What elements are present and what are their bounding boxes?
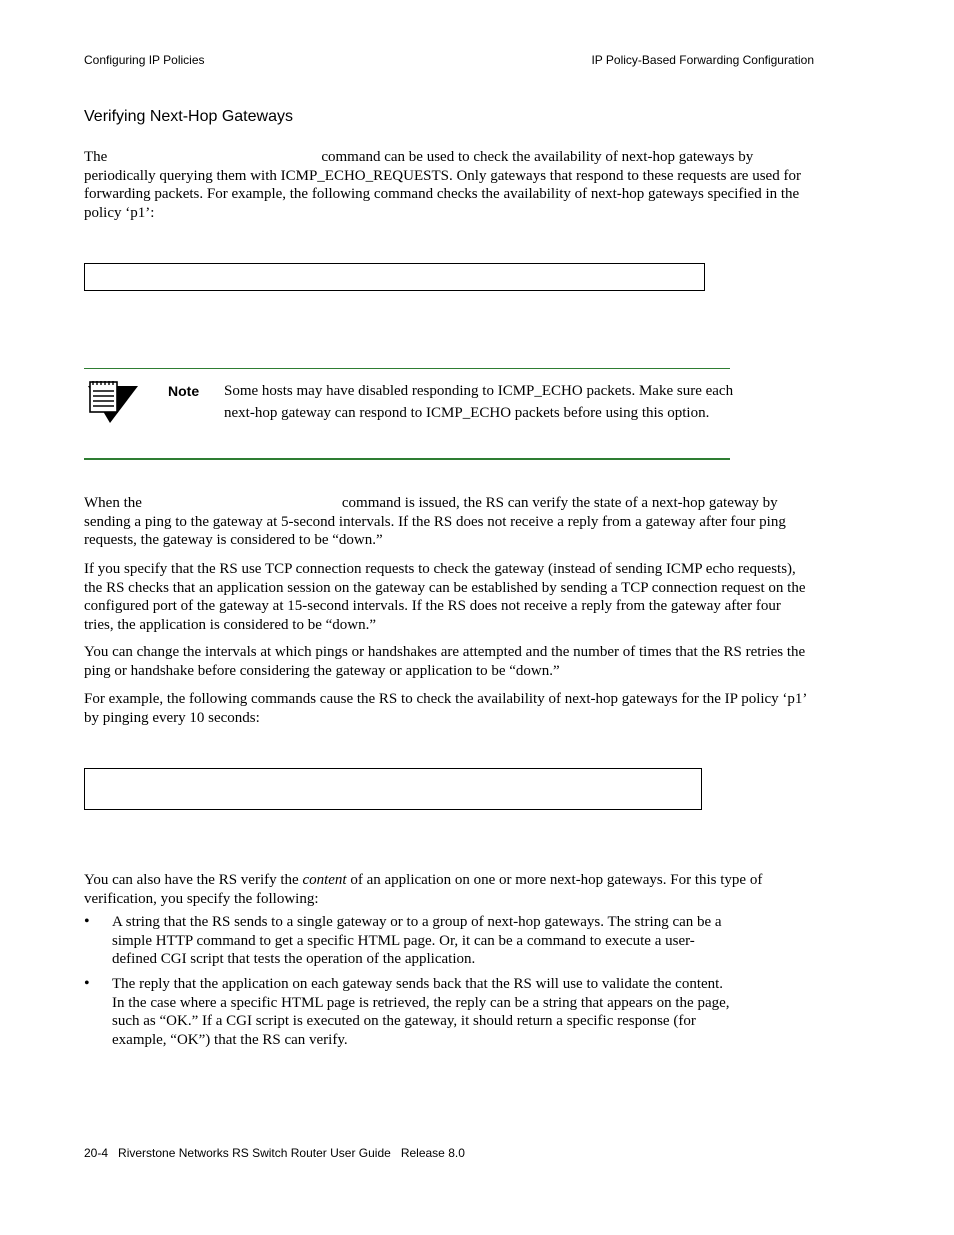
paragraph-intro-start: The: [84, 149, 108, 165]
footer-page-number: 20-4: [84, 1146, 109, 1160]
bullet-marker: •: [84, 975, 90, 992]
note-pad-icon: [86, 381, 140, 425]
note-text: Some hosts may have disabled responding to ICMP_ECHO packets. Make sure each next-hop gateway can respond to ICMP_ECHO packets before using this option.: [224, 383, 734, 421]
note-label: Note: [168, 383, 200, 399]
paragraph-tcp: If you specify that the RS use TCP connection requests to check the gateway (instead of sending ICMP echo requests), the RS checks that an application session on the gateway can be established by sending a TCP connection request on the configured port of the gateway at 15-second intervals. If the RS does not receive a reply from the gateway after four tries, the application is considered to be “down.”: [84, 561, 806, 633]
note-top-rule: [84, 368, 730, 369]
code-example-box: [84, 263, 705, 291]
footer-release: Release 8.0: [400, 1146, 465, 1160]
paragraph-content: [84, 871, 804, 908]
paragraph-intro-rest: command can be used to check the availability of next-hop gateways by periodically querying them with ICMP_ECHO_REQUESTS. Only gateways that respond to these requests are used for forwarding packets. For example, the following command checks the availability of next-hop gateways specified in the policy ‘p1’:: [84, 149, 801, 221]
bullet-item: A string that the RS sends to a single gateway or to a group of next-hop gateways. The string can be a simple HTTP command to get a specific HTML page. Or, it can be a command to execute a user-defined CGI script that tests the operation of the application.: [112, 914, 722, 968]
paragraph-intro: [84, 148, 814, 222]
paragraph-content-after: of an application on one or more next-hop gateways. For this type of verification, you specify the following:: [84, 872, 763, 907]
paragraph-ping-rest: command is issued, the RS can verify the state of a next-hop gateway by sending a ping to the gateway at 5-second intervals. If the RS does not receive a reply from a gateway after four ping requests, the gateway is considered to be “down.”: [84, 495, 786, 549]
paragraph-intervals: You can change the intervals at which pings or handshakes are attempted and the number of times that the RS retries the ping or handshake before considering the gateway or application to be “down.”: [84, 644, 806, 679]
paragraph-ping-start: When the: [84, 495, 142, 511]
bullet-item: The reply that the application on each gateway sends back that the RS will use to validate the content. In the case where a specific HTML page is retrieved, the reply can be a string that appears on the page, such as “OK.” If a CGI script is executed on the gateway, it should return a specific response (for example, “OK”) that the RS can verify.: [112, 976, 730, 1048]
paragraph-example: For example, the following commands cause the RS to check the availability of next-hop gateways for the IP policy ‘p1’ by pinging every 10 seconds:: [84, 691, 807, 726]
paragraph-ping: [84, 494, 814, 550]
paragraph-content-emphasis: content: [302, 872, 347, 888]
footer-guide-title: Riverstone Networks RS Switch Router User Guide: [118, 1146, 391, 1160]
paragraph-content-before: You can also have the RS verify the: [84, 872, 303, 888]
bullet-marker: •: [84, 913, 90, 930]
code-example-box-2: [84, 768, 702, 810]
running-header-left: Configuring IP Policies: [84, 53, 205, 67]
page-footer: [84, 1146, 465, 1160]
running-header-right: IP Policy-Based Forwarding Configuration: [591, 53, 814, 67]
note-bottom-rule: [84, 458, 730, 460]
section-title: Verifying Next-Hop Gateways: [84, 108, 293, 125]
